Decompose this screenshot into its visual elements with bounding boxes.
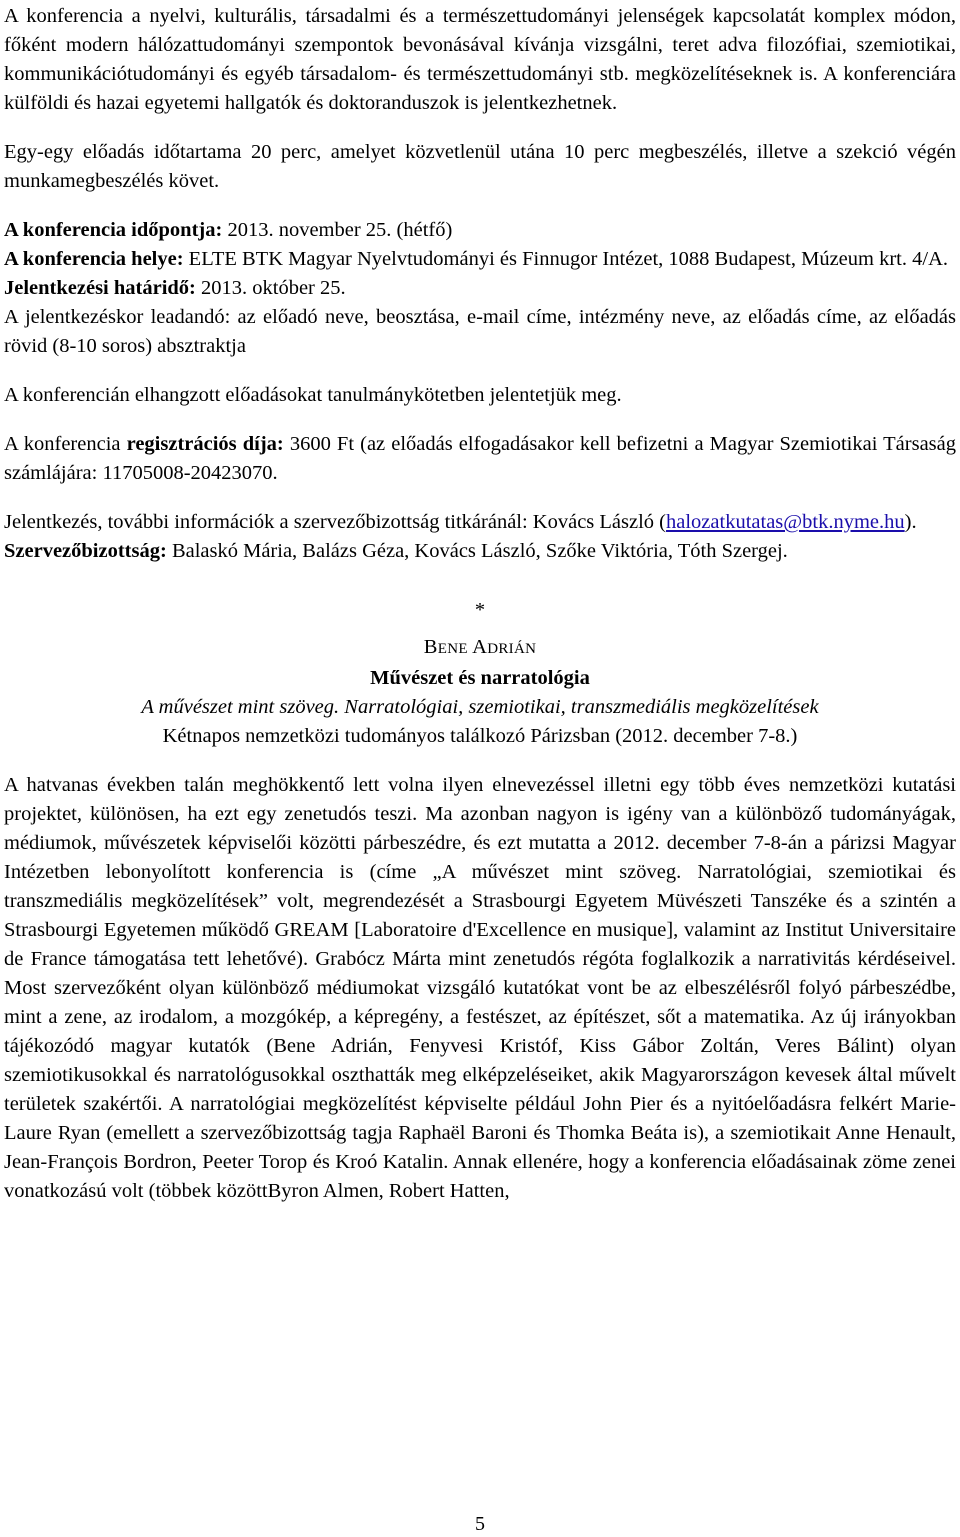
committee-paragraph <box>4 537 956 566</box>
date-value: 2013. november 25. (hétfő) <box>222 219 453 241</box>
article-title: Művészet és narratológia <box>370 667 590 689</box>
fee-paragraph <box>4 430 956 488</box>
fee-prefix: A konferencia <box>4 433 127 455</box>
page-number: 5 <box>475 1513 485 1535</box>
fee-value: 3600 Ft (az előadás elfogadásakor kell befizetni a Magyar Szemiotikai Társaság számlájára: 11705008-20423070. <box>4 433 956 484</box>
submission-paragraph: A jelentkezéskor leadandó: az előadó neve, beosztása, e-mail címe, intézmény neve, az előadás címe, az előadás rövid (8-10 soros) absztraktja <box>4 306 956 357</box>
author-first-rest: ENE <box>437 641 468 657</box>
author-last-rest: DRIÁN <box>487 641 537 657</box>
committee-label: Szervezőbizottság: <box>4 540 167 562</box>
author-last-initial: A <box>472 636 488 658</box>
contact-prefix: Jelentkezés, további információk a szervezőbizottság titkáránál: Kovács László ( <box>4 511 667 533</box>
author-first-initial: B <box>423 636 438 658</box>
deadline-line <box>4 274 956 303</box>
date-line <box>4 216 956 245</box>
article-subtitle: A művészet mint szöveg. Narratológiai, szemiotikai, transzmediális megközelítések <box>141 696 819 718</box>
venue-label: A konferencia helye: <box>4 248 184 270</box>
contact-email-link[interactable]: halozatkutatas@btk.nyme.hu <box>666 511 905 533</box>
publication-paragraph: A konferencián elhangzott előadásokat tanulmánykötetben jelentetjük meg. <box>4 384 622 406</box>
committee-value: Balaskó Mária, Balázs Géza, Kovács László, Szőke Viktória, Tóth Szergej. <box>166 540 788 562</box>
deadline-value: 2013. október 25. <box>195 277 346 299</box>
contact-suffix: ). <box>904 511 917 533</box>
document-page <box>4 2 956 1206</box>
article-event: Kétnapos nemzetközi tudományos találkozó Párizsban (2012. december 7-8.) <box>162 725 798 747</box>
fee-label: regisztrációs díja: <box>126 433 284 455</box>
article-author <box>4 633 956 664</box>
contact-paragraph <box>4 508 956 537</box>
date-label: A konferencia időpontja: <box>4 219 223 241</box>
section-separator: * <box>474 599 486 621</box>
article-body: A hatvanas években talán meghökkentő lett volna ilyen elnevezéssel illetni egy több éves nemzetközi kutatási projektet, különösen, ha ezt egy zenetudós teszi. Ma azonban nagyon is igény van a különböző tudományágak, médiumok, művészetek képviselői közötti párbeszédre, és ezt mutatta a 2012. december 7-8-án a párizsi Magyar Intézetben lebonyolított konferencia is (címe „A művészet mint szöveg. Narratológiai, szemiotikai és transzmediális megközelítések” volt, megrendezését a Strasbourgi Egyetem Müvészeti Tanszéke és a szintén a Strasbourgi Egyetemen működő GREAM [Laboratoire d'Excellence en musique], valamint az Institut Universitaire de France támogatása tett lehetővé). Grabócz Márta mint zenetudós régóta foglalkozik a narrativitás kérdéseivel. Most szervezőként olyan különböző médiumokat vizsgáló kutatókat vont be az elbeszélésről folyó párbeszédbe, mint a zene, az irodalom, a mozgókép, a képregény, a festészet, az építészet, sőt a matematika. Az új irányokban tájékozódó magyar kutatók (Bene Adrián, Fenyvesi Kristóf, Kiss Gábor Zoltán, Veres Bálint) olyan szemiotikusokkal és narratológusokkal oszthatták meg elképzeléseiket, akik Magyarországon kevesek által művelt területek szakértői. A narratológiai megközelítést képviselte például John Pier és a nyitóelőadásra felkért Marie-Laure Ryan (emellett a szervezőbizottság tagja Raphaël Baroni és Thomka Beáta is), a szemiotikait Anne Henault, Jean-François Bordron, Peeter Torop és Kroó Katalin. Annak ellenére, hogy a konferencia előadásainak zöme zenei vonatkozású volt (többek közöttByron Almen, Robert Hatten, <box>4 774 956 1202</box>
venue-line <box>4 245 956 274</box>
venue-value: ELTE BTK Magyar Nyelvtudományi és Finnugor Intézet, 1088 Budapest, Múzeum krt. 4/A. <box>183 248 948 270</box>
deadline-label: Jelentkezési határidő: <box>4 277 196 299</box>
intro-paragraph: A konferencia a nyelvi, kulturális, társadalmi és a természettudományi jelenségek kapcsolatát komplex módon, főként modern hálózattudományi szempontok bevonásával kívánja vizsgálni, teret adva filozófiai, szemiotikai, kommunikációtudományi és egyéb társadalom- és természettudományi stb. megközelítéseknek is. A konferenciára külföldi és hazai egyetemi hallgatók és doktoranduszok is jelentkezhetnek. <box>4 5 956 114</box>
duration-paragraph: Egy-egy előadás időtartama 20 perc, amelyet közvetlenül utána 10 perc megbeszélés, illetve a szekció végén munkamegbeszélés követ. <box>4 141 956 192</box>
